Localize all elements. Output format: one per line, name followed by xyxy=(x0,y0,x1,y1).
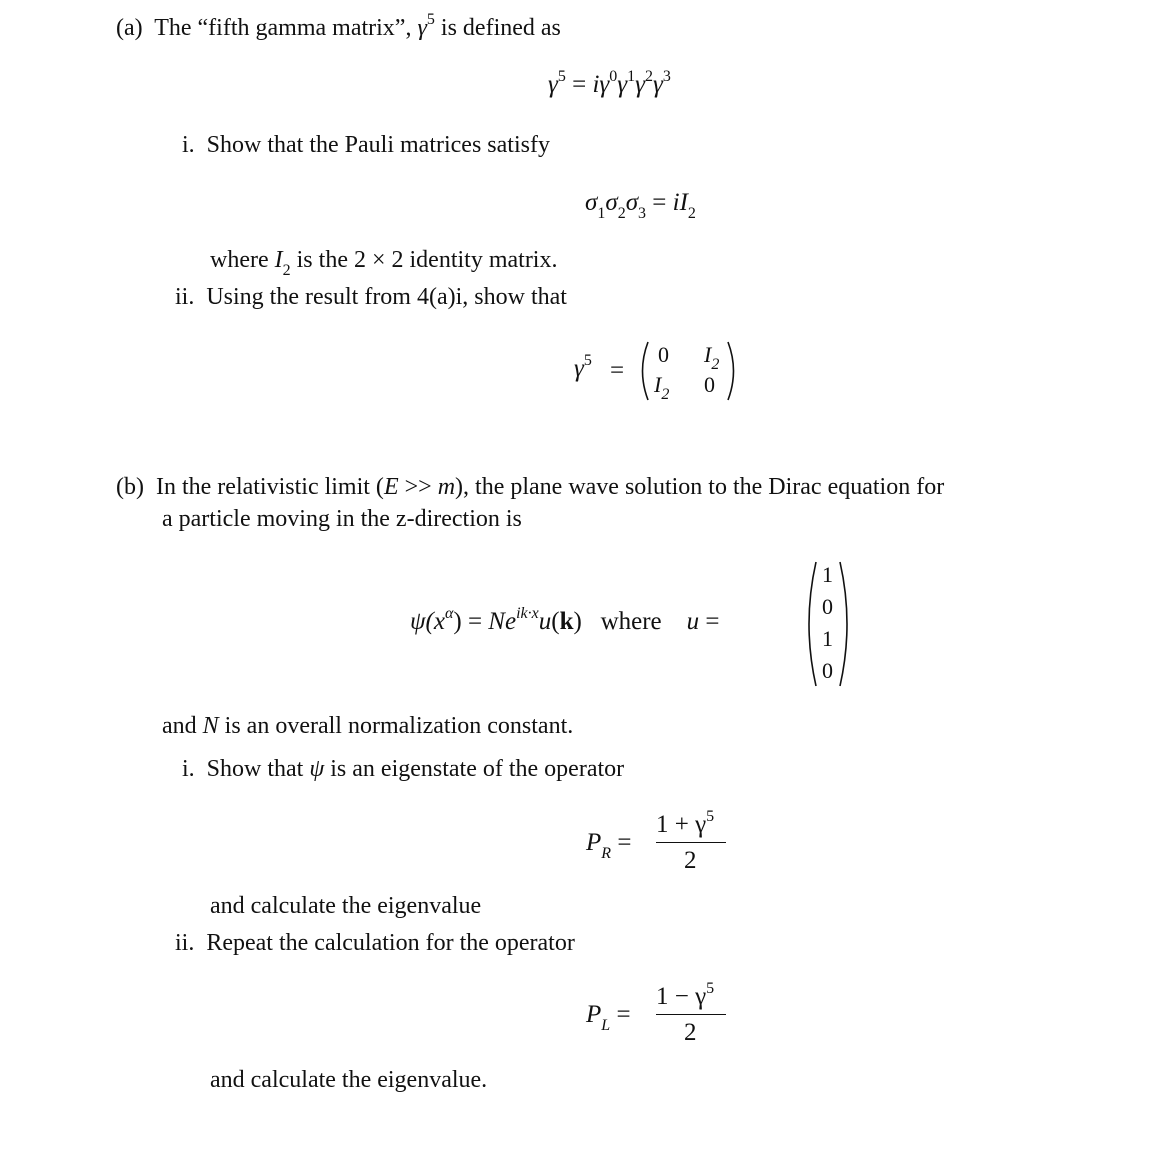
u-entry: 1 xyxy=(822,626,833,651)
part-b-label: (b) xyxy=(116,474,144,500)
item-label: i. xyxy=(182,756,195,782)
vector-right-paren xyxy=(838,560,852,688)
part-b-line1: (b) In the relativistic limit (E >> m), the plane wave solution to the Dirac equation for xyxy=(116,474,945,500)
item-label: i. xyxy=(182,132,195,158)
part-a-item-i: i. Show that the Pauli matrices satisfy xyxy=(182,132,550,158)
part-b-item-ii: ii. Repeat the calculation for the operator xyxy=(175,930,575,956)
fraction-bar xyxy=(656,1014,726,1015)
part-a-intro: (a) The “fifth gamma matrix”, $\gamma^5$ is defined as xyxy=(116,11,561,41)
fraction-bar xyxy=(656,842,726,843)
u-column-vector xyxy=(804,560,854,688)
part-b-item-i-after: and calculate the eigenvalue xyxy=(210,893,482,919)
vector-left-paren xyxy=(804,560,818,688)
part-b-item-i: i. Show that ψ is an eigenstate of the operator xyxy=(182,756,625,782)
part-b-item-ii-after: and calculate the eigenvalue. xyxy=(210,1067,488,1093)
matrix-right-paren xyxy=(726,340,740,402)
item-label: ii. xyxy=(175,284,195,310)
u-entry: 0 xyxy=(822,658,833,683)
u-entry: 0 xyxy=(822,594,833,619)
plane-wave-equation: $\psi(x^\alpha) = Ne^{ik\cdot x}u(k)$ where u = xyxy=(410,604,720,635)
part-a-label: (a) xyxy=(116,15,143,41)
identity-matrix-note: where $I_2$ is the 2 × 2 identity matrix. xyxy=(210,247,558,279)
item-label: ii. xyxy=(175,930,195,956)
right-projection-operator: $P_R$ = $1 + \gamma^5$ 2 xyxy=(586,808,746,874)
matrix-left-paren xyxy=(636,340,650,402)
gamma5-block-matrix-equation: $\gamma^5$ = 0 $I_2$ $I_2$ 0 xyxy=(570,336,750,406)
gamma5-definition-equation: $\gamma^5 = i\gamma^0\gamma^1\gamma^2\gamma^3$ xyxy=(548,67,671,98)
pauli-product-equation: $\sigma_1\sigma_2\sigma_3 = iI_2$ xyxy=(585,189,696,222)
part-a-item-ii: ii. Using the result from 4(a)i, show that xyxy=(175,284,567,310)
u-entry: 1 xyxy=(822,562,833,587)
normalization-note: and N is an overall normalization constant. xyxy=(162,713,574,739)
left-projection-operator: $P_L$ = $1 - \gamma^5$ 2 xyxy=(586,980,746,1046)
part-b-line2: a particle moving in the z-direction is xyxy=(162,506,522,532)
